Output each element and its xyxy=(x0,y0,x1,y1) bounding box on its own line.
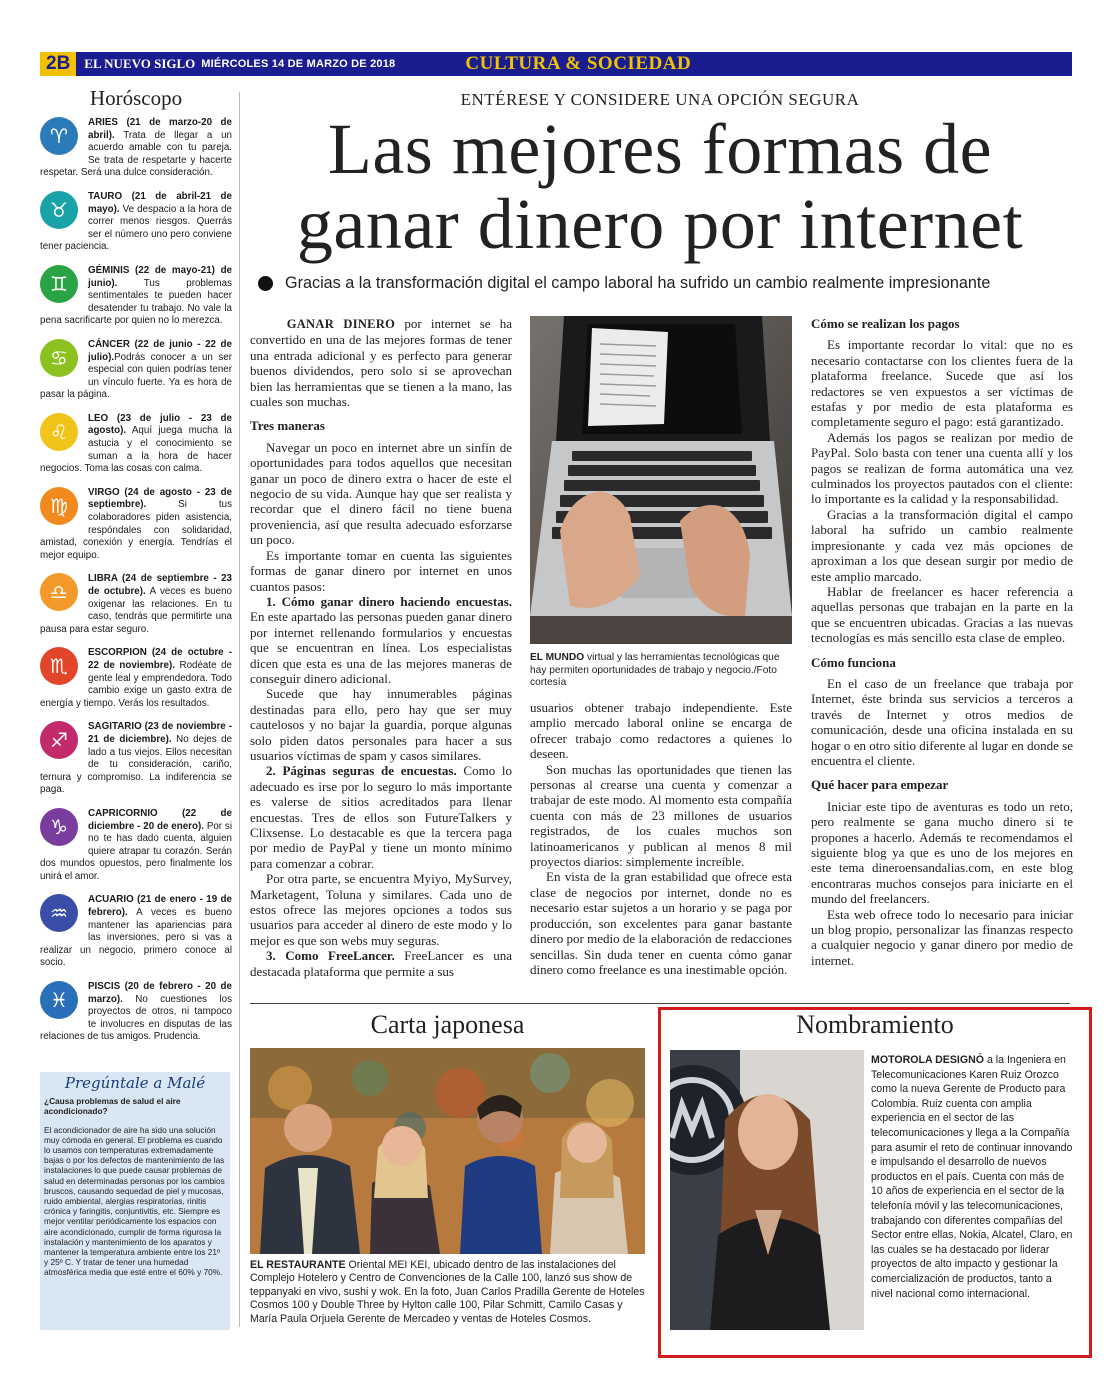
page-number: 2B xyxy=(40,52,76,76)
horoscope-sign xyxy=(40,981,232,1044)
horoscope-sign xyxy=(40,894,232,970)
sign-text: Ve despacio a la hora de correr menos riesgos. Querrás ser el número uno pero conviene tener paciencia. xyxy=(40,203,232,253)
laptop-photo xyxy=(530,316,792,644)
paragraph: En el caso de un freelance que trabaja por Internet, éste brinda sus servicios a terceros a través de Internet y otros medios de comunicación, desde una oficina instalada en su hogar o en otro sitio diferente al lugar en donde se encuentra el cliente. xyxy=(811,675,1073,768)
taurus-icon: ♉ xyxy=(40,191,78,229)
virgo-icon: ♍ xyxy=(40,487,78,525)
executive-photo xyxy=(670,1050,864,1330)
group-photo-illustration xyxy=(250,1048,645,1254)
subheading: 3. Como FreeLancer. xyxy=(266,948,395,964)
page-header-bar xyxy=(40,52,1072,76)
section-heading: Cómo funciona xyxy=(811,654,896,670)
column-divider xyxy=(239,92,240,1327)
paragraph: Es importante tomar en cuenta las siguientes formas de ganar dinero por internet en unos cuantos pasos: xyxy=(250,547,512,594)
advice-answer: El acondicionador de aire ha sido una solución muy cómoda en general. El problema es cuando lo usamos con temperaturas extremadamente bajas o por los defectos de mantenimiento de las instalaciones lo que puede causar problemas de salud en determinadas personas por los cambios bruscos, causando sequedad de piel y mucosas, ruido ambiental, alergias respiratorias, rinitis crónica y faringitis, conjuntivitis, etc. Siempre es mejor ventilar periódicamente los espacios con aire acondicionado, cumplir de forma rigurosa la instalación y mantenimiento de los aparatos y mantener la temperatura ambiente entre los 21º y 25º C. Y tratar de tener una humedad atmosférica media que esté entre el 60% y 70%. xyxy=(44,1124,225,1278)
paragraph: 1. Cómo ganar dinero haciendo encuestas. En este apartado las personas pueden ganar dinero por internet rellenando formularios y encuestas que se encuentran en línea. Los especialistas dicen que esta es una de las mejores maneras de conseguir dinero adicional. xyxy=(250,593,512,686)
sign-text: Tus problemas sentimentales te pueden hacer desatender tu trabajo. No vale la pena sacrificarte por quien no lo merezca. xyxy=(40,277,232,327)
horoscope-sign xyxy=(40,721,232,797)
carta-title: Carta japonesa xyxy=(370,1010,525,1039)
article-column-2 xyxy=(530,700,792,977)
paragraph: Gracias a la transformación digital el campo laboral ha sufrido un cambio realmente impresionante y cada vez más opciones de aproximan a los que desean surgir por medio de este amplio marcado. xyxy=(811,506,1073,584)
laptop-illustration xyxy=(530,316,792,644)
horoscope-sign xyxy=(40,265,232,328)
sign-text: No dejes de lado a tus viejos. Ellos necesitan de tu consideración, cariño, ternura y compromiso. La indiferencia se paga. xyxy=(40,733,232,796)
paragraph: Esta web ofrece todo lo necesario para iniciar un blog propio, personalizar las finanzas respecto a cualquier negocio y ganar dinero por medio de internet. xyxy=(811,906,1073,968)
section-heading: Cómo se realizan los pagos xyxy=(811,316,960,331)
paragraph: Hablar de freelancer es hacer referencia a aquellas personas que trabajan en la parte en la que se encuentren ubicadas. Gracias a las nuevas tecnologías es más sencillo esta clase de empleo. xyxy=(811,583,1073,646)
caption-lead: EL MUNDO xyxy=(530,652,585,663)
sign-name: VIRGO (24 de agosto - 23 de septiembre). xyxy=(88,486,232,511)
horoscope-sign xyxy=(40,808,232,884)
paragraph: En vista de la gran estabilidad que ofrece esta clase de negocios por internet, donde no es necesario estar sujetos a un horario y se paga por producción, son excelentes para ganar bastante dinero por medio de la elaboración de redacciones sencillas. Sin duda tener en cuenta cómo ganar dinero como freelance es una inestimable opción. xyxy=(530,869,792,977)
sign-name: LEO (23 de julio - 23 de agosto). xyxy=(88,412,232,437)
leo-icon: ♌ xyxy=(40,413,78,451)
sign-text: A veces es bueno oxigenar las relaciones. En tu caso, tendrás que permitirte una pausa para estar seguro. xyxy=(40,586,232,635)
scorpio-icon: ♏ xyxy=(40,647,78,685)
headline-line-2: ganar dinero por internet xyxy=(296,184,1024,264)
paragraph: Sucede que hay innumerables páginas destinadas para ello, pero hay que ser muy cautelosos y no bajar la guardia, porque algunas solo piden datos personales para hacer a sus usuarios víctimas de spam y casos similares. xyxy=(250,686,512,763)
paragraph: Además los pagos se realizan por medio de PayPal. Solo basta con tener una cuenta allí y los pagos se realizan de forma automática una vez culminados los proyectos pautados con el cliente: lo importante es la calidad y la responsabilidad. xyxy=(811,429,1073,507)
sign-name: GÉMINIS (22 de mayo-21) de junio). xyxy=(88,264,232,289)
sign-text: Rodéate de gente leal y emprendedora. Todo cambio exige un gasto extra de energía y tiempo. Verás los resultados. xyxy=(40,659,232,709)
sign-name: LIBRA (24 de septiembre - 23 de octubre). xyxy=(88,573,232,597)
subheading: 2. Páginas seguras de encuestas. xyxy=(266,763,457,779)
sign-name: ARIES (21 de marzo-20 de abril). xyxy=(88,117,232,141)
paragraph: Navegar un poco en internet abre un sinfín de oportunidades para todos aquellos que necesitan ganar un poco de dinero extra o hacer de este el negocio de su vida. Aunque hay que ser realista y recordar que el dinero fácil no tiene buena proveniencia, así que resulta adecuado esforzarse un poco. xyxy=(250,439,512,548)
headline-line-1: Las mejores formas de xyxy=(327,109,993,189)
advice-title: Pregúntale a Malé xyxy=(64,1074,206,1092)
sign-text: No cuestiones los proyectos de otros, ni tampoco te involucres en disputas de las relaciones de tus amigos. Prudencia. xyxy=(40,993,232,1043)
sign-name: ESCORPION (24 de octubre - 22 de noviembre). xyxy=(88,647,232,671)
horoscope-title: Horóscopo xyxy=(89,86,183,110)
paragraph: GANAR DINERO por internet se ha convertido en una de las mejores formas de tener una entrada adicional y es perfecto para generar buenos dividendos, pero solo si se aprovechan bien las herramientas que se tienen a la mano, las cuales son muchas. xyxy=(250,316,512,410)
newspaper-name: EL NUEVO SIGLO xyxy=(84,56,196,71)
aquarius-icon: ♒ xyxy=(40,894,78,932)
horoscope-sign xyxy=(40,487,232,563)
sign-text: A veces es bueno mantener las apariencias para las inversiones, pero si vas a realizar un negocio, primero conoce al socio. xyxy=(40,907,232,969)
sign-name: TAURO (21 de abril-21 de mayo). xyxy=(88,190,232,215)
sign-name: CÁNCER (22 de junio - 22 de julio). xyxy=(88,338,232,363)
bullet-icon xyxy=(258,276,273,291)
caption-lead: MOTOROLA DESIGNÓ xyxy=(871,1054,985,1066)
paragraph: Por otra parte, se encuentra Myiyo, MySurvey, Marketagent, Toluna y similares. Cada uno de estos ofrece las mejores opciones a todos sus usuarios para acceder al dinero de este modo y lo mejor es que son webs muy seguras. xyxy=(250,871,512,948)
sign-text: Si tus colaboradores piden asistencia, respóndales con solidaridad, amistad, conexión y energía. Tendrías el mejor equipo. xyxy=(40,499,232,561)
sign-name: SAGITARIO (23 de noviembre - 21 de diciembre). xyxy=(88,721,232,745)
capricorn-icon: ♑ xyxy=(40,808,78,846)
sign-text: Podrás conocer a un ser especial con quien podrías tener un vínculo fuerte. Ya es hora de pasar la página. xyxy=(40,351,232,401)
article-kicker: ENTÉRESE Y CONSIDERE UNA OPCIÓN SEGURA xyxy=(460,90,860,109)
section-name: CULTURA & SOCIEDAD xyxy=(465,53,692,74)
libra-icon: ♎ xyxy=(40,573,78,611)
horoscope-sign xyxy=(40,117,232,180)
sagittarius-icon: ♐ xyxy=(40,721,78,759)
pisces-icon: ♓ xyxy=(40,981,78,1019)
sign-name: ACUARIO (21 de enero - 19 de febrero). xyxy=(88,894,232,919)
section-divider xyxy=(250,1003,1070,1004)
horoscope-sign xyxy=(40,413,232,476)
portrait-illustration xyxy=(670,1050,864,1330)
paragraph: Es importante recordar lo vital: que no es necesario contactarse con los clientes fuera de la plataforma freelance. Sucede que así los redactores se ven expuestos a ser víctimas de estafas y por medio de esta plataforma es completamente seguro el pago: está garantizado. xyxy=(811,337,1073,430)
article-column-1 xyxy=(250,316,512,979)
article-subhead xyxy=(258,274,1078,293)
subheading: 1. Cómo ganar dinero haciendo encuestas. xyxy=(266,593,512,609)
horoscope-sign xyxy=(40,339,232,402)
paragraph: 3. Como FreeLancer. FreeLancer es una destacada plataforma que permite a sus xyxy=(250,948,512,979)
paragraph: Son muchas las oportunidades que tienen las personas al crearse una cuenta y comenzar a trabajar de este modo. Al momento esta compañía cuenta con más de 23 millones de usuarios registrados, de los cuales muchos son latinoamericanos y publican al menos 8 mil proyectos diarios: simplemente increíble. xyxy=(530,761,792,870)
nombramiento-caption: MOTOROLA DESIGNÓ a la Ingeniera en Telecomunicaciones Karen Ruiz Orozco como la nueva Gerente de Producto para Colombia. Ruiz cuenta con amplia experiencia en el sector de las telecomunicaciones y llega a la Compañía para asumir el reto de continuar innovando e impulsando el desarrollo de nuevos productos en el país. Cuenta con más de 10 años de experiencia en el sector de la telefonía móvil y las telecomunicaciones, trabajando con diferentes compañías del Sector entre ellas, Nokia, Alcatel, Claro, en las cuales se ha destacado por liderar proyectos de alto impacto y gestionar la comercialización de productos, tanto a nivel nacional como internacional. xyxy=(871,1054,1073,1300)
article-headline xyxy=(245,109,1075,264)
horoscope-sign xyxy=(40,191,232,254)
section-heading: Tres maneras xyxy=(250,418,325,434)
aries-icon: ♈ xyxy=(40,117,78,155)
gemini-icon: ♊ xyxy=(40,265,78,303)
horoscope-sign xyxy=(40,573,232,636)
advice-question: ¿Causa problemas de salud el aire acondicionado? xyxy=(44,1096,181,1117)
photo-caption: EL MUNDO virtual y las herramientas tecnológicas que hay permiten oportunidades de trabajo y negocio./Foto cortesía xyxy=(530,652,780,689)
nombramiento-title: Nombramiento xyxy=(796,1010,954,1039)
article-column-3 xyxy=(811,316,1073,968)
paragraph: usuarios obtener trabajo independiente. Este amplio mercado laboral online se encarga de ofrecer trabajo como redactores a quienes lo deseen. xyxy=(530,700,792,762)
issue-date: MIÉRCOLES 14 DE MARZO DE 2018 xyxy=(201,58,396,70)
horoscope-column xyxy=(40,86,232,1055)
restaurant-caption: EL RESTAURANTE Oriental MEI KEI, ubicado dentro de las instalaciones del Complejo Hotelero y Centro de Convenciones de la Calle 100, lanzó sus show de teppanyaki en vivo, sushi y wok. En la foto, Juan Carlos Pradilla Gerente de Hoteles Cosmos 100 y Double Three by Hylton calle 100, Pilar Schmitt, Camilo Casas y María Paula Orjuela Gerente de Mercadeo y ventas de Hoteles Cosmos. xyxy=(250,1259,645,1325)
sign-text: Aquí juega mucha la astucia y el conocimiento se suman a la hora de hacer negocios. Toma las cosas con calma. xyxy=(40,425,232,475)
restaurant-photo xyxy=(250,1048,645,1254)
caption-lead: EL RESTAURANTE xyxy=(250,1259,346,1271)
cancer-icon: ♋ xyxy=(40,339,78,377)
lead-words: GANAR DINERO xyxy=(286,317,396,331)
sign-name: CAPRICORNIO (22 de diciembre - 20 de enero). xyxy=(88,807,232,832)
horoscope-sign xyxy=(40,647,232,710)
subhead-text: Gracias a la transformación digital el campo laboral ha sufrido un cambio realmente impresionante xyxy=(285,274,991,292)
sign-text: Por si no te has dado cuenta, alguien quiere atrapar tu corazón. Serán dos mundos opuestos, pero finalmente los unirá el amor. xyxy=(40,820,232,882)
advice-box xyxy=(40,1072,230,1330)
section-heading: Qué hacer para empezar xyxy=(811,777,949,793)
paragraph: Iniciar este tipo de aventuras es todo un reto, pero realmente se gana mucho dinero si te propones a hacerlo. Además te recomendamos el siguiente blog ya que es uno de los mejores en este tema dineroensandalias.com, en este blog encontraras muchos consejos para iniciarte en el mundo del freelancers. xyxy=(811,798,1073,907)
sign-name: PISCIS (20 de febrero - 20 de marzo). xyxy=(88,981,232,1005)
sign-text: Trata de llegar a un acuerdo amable con tu pareja. Se trata de respetarte y hacerte respetar. Será una dulce consideración. xyxy=(40,129,232,179)
paragraph: 2. Páginas seguras de encuestas. Como lo adecuado es irse por lo seguro lo más importante es valerse de sitios acreditados para llenar encuestas. Tres de ellos son FutureTalkers y Clixsense. Lo destacable es que la tercera paga por medio de PayPal y tiene un monto mínimo para comenzar a cobrar. xyxy=(250,763,512,871)
